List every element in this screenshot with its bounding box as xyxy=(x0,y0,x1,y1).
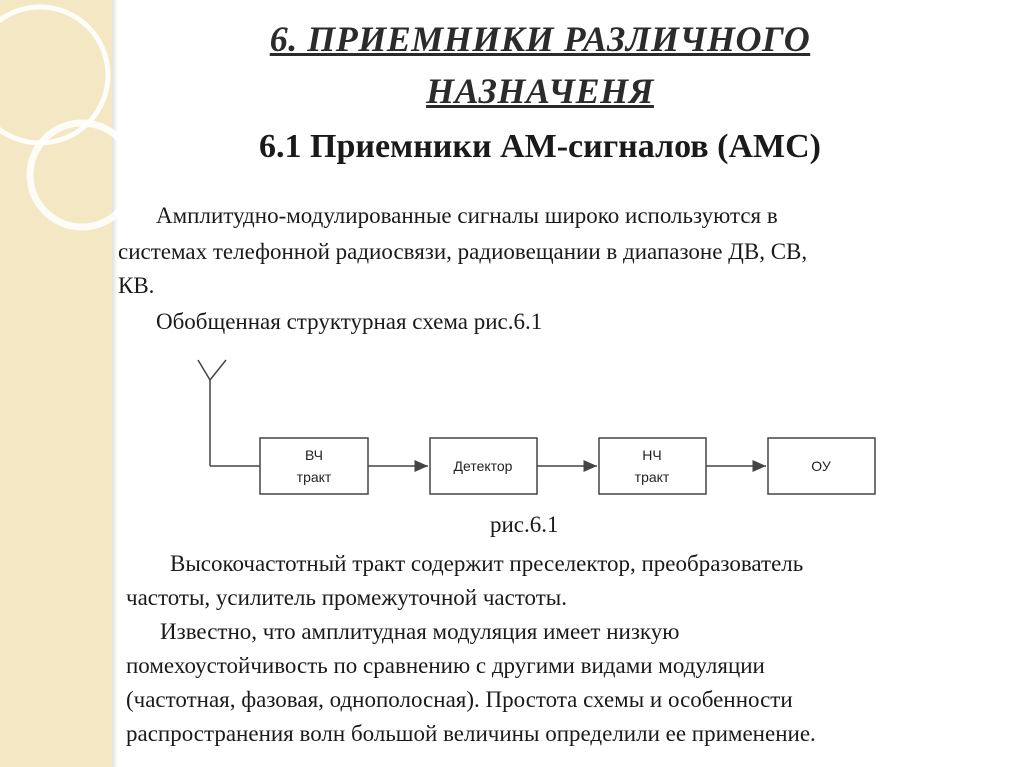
slide-subtitle: 6.1 Приемники АМ-сигналов (АМС) xyxy=(259,128,821,165)
block-detector xyxy=(430,438,537,494)
paragraph-4-line-1: Известно, что амплитудная модуляция имеет низкую xyxy=(160,619,680,644)
block-hf-label-2: тракт xyxy=(296,469,332,485)
paragraph-1-line-3: КВ. xyxy=(118,273,155,298)
paragraph-1-line-2: системах телефонной радиосвязи, радиовещании в диапазоне ДВ, СВ, xyxy=(118,239,808,264)
block-lf-label-2: тракт xyxy=(634,469,670,485)
block-detector-label: Детектор xyxy=(453,458,513,474)
slide-title-line-2: НАЗНАЧЕНЯ xyxy=(426,71,654,111)
block-hf-tract xyxy=(260,438,368,494)
slide-title-line-1: 6. ПРИЕМНИКИ РАЗЛИЧНОГО xyxy=(269,19,811,59)
figure-caption: рис.6.1 xyxy=(490,512,559,537)
paragraph-2: Обобщенная структурная схема рис.6.1 xyxy=(156,309,543,334)
paragraph-4-line-2: помехоустойчивость по сравнению с другими видами модуляции xyxy=(126,653,765,678)
block-output-label: ОУ xyxy=(811,458,831,474)
paragraph-4-line-4: распространения волн большой величины определили ее применение. xyxy=(126,721,816,746)
paragraph-3-line-2: частоты, усилитель промежуточной частоты. xyxy=(126,585,568,610)
paragraph-1-line-1: Амплитудно-модулированные сигналы широко используются в xyxy=(156,203,778,228)
antenna-icon xyxy=(198,360,260,466)
block-lf-tract xyxy=(599,438,706,494)
paragraph-4-line-3: (частотная, фазовая, однополосная). Простота схемы и особенности xyxy=(126,687,793,712)
block-hf-label-1: ВЧ xyxy=(304,447,324,463)
block-output-device xyxy=(768,438,875,494)
block-lf-label-1: НЧ xyxy=(642,447,662,463)
paragraph-3-line-1: Высокочастотный тракт содержит преселектор, преобразователь xyxy=(170,551,804,576)
